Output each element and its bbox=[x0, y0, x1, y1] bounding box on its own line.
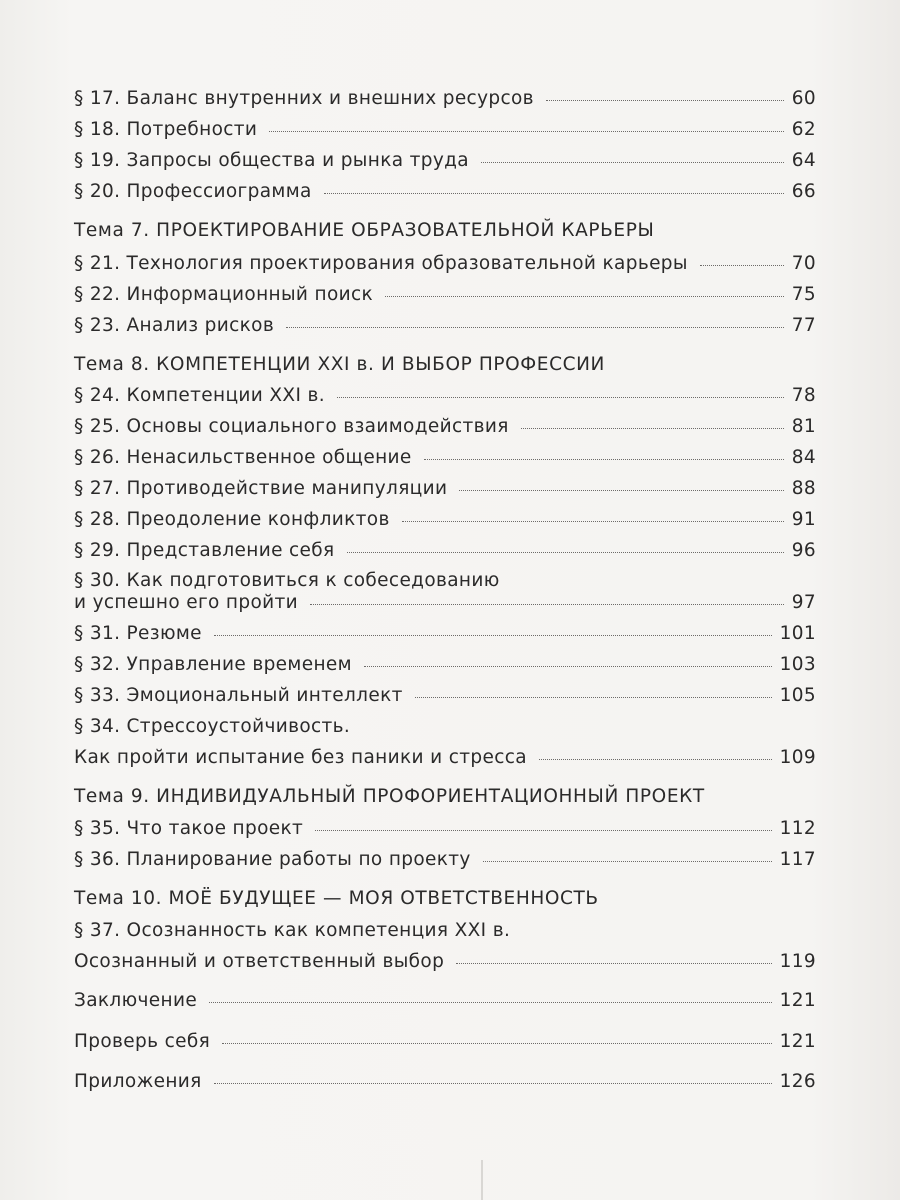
toc-page-number: 84 bbox=[791, 447, 816, 468]
toc-entry-title: § 20. Профессиограмма bbox=[74, 181, 312, 202]
toc-entry-title: Заключение bbox=[74, 990, 198, 1011]
dot-leader bbox=[214, 1083, 772, 1084]
toc-entry-32 bbox=[74, 654, 816, 676]
page-binding-mark bbox=[481, 1160, 483, 1200]
toc-entry-selfcheck bbox=[74, 1031, 816, 1053]
toc-page-number: 105 bbox=[779, 685, 816, 706]
toc-entry-title: § 23. Анализ рисков bbox=[74, 315, 275, 336]
toc-entry-25 bbox=[74, 416, 816, 438]
dot-leader bbox=[700, 265, 784, 266]
dot-leader bbox=[415, 697, 772, 698]
toc-page-number: 78 bbox=[791, 385, 816, 406]
dot-leader bbox=[310, 604, 784, 605]
toc-entry-title: § 24. Компетенции XXI в. bbox=[74, 385, 325, 406]
toc-entry-title: § 22. Информационный поиск bbox=[74, 284, 374, 305]
toc-page-number: 101 bbox=[779, 623, 816, 644]
topic-heading-7: Тема 7. ПРОЕКТИРОВАНИЕ ОБРАЗОВАТЕЛЬНОЙ КАРЬЕРЫ bbox=[74, 220, 655, 241]
toc-page-number: 60 bbox=[791, 88, 816, 109]
toc-page-number: 117 bbox=[779, 849, 816, 870]
toc-entry-17 bbox=[74, 88, 816, 110]
toc-page-number: 91 bbox=[791, 509, 816, 530]
dot-leader bbox=[269, 131, 783, 132]
toc-entry-20 bbox=[74, 181, 816, 203]
toc-entry-title: § 31. Резюме bbox=[74, 623, 202, 644]
toc-entry-34-line1: § 34. Стрессоустойчивость. bbox=[74, 716, 351, 737]
dot-leader bbox=[324, 193, 784, 194]
dot-leader bbox=[521, 428, 784, 429]
toc-page-number: 109 bbox=[779, 747, 816, 768]
dot-leader bbox=[315, 830, 771, 831]
toc-entry-title: Осознанный и ответственный выбор bbox=[74, 951, 445, 972]
toc-entry-title: Приложения bbox=[74, 1071, 202, 1092]
dot-leader bbox=[347, 552, 784, 553]
toc-entry-24 bbox=[74, 385, 816, 407]
toc-entry-title: Как пройти испытание без паники и стресса bbox=[74, 747, 527, 768]
toc-entry-title: и успешно его пройти bbox=[74, 592, 299, 613]
toc-page-number: 121 bbox=[779, 1031, 816, 1052]
toc-entry-36 bbox=[74, 849, 816, 871]
toc-entry-31 bbox=[74, 623, 816, 645]
toc-entry-title: § 19. Запросы общества и рынка труда bbox=[74, 150, 469, 171]
toc-entry-18 bbox=[74, 119, 816, 141]
toc-entry-33 bbox=[74, 685, 816, 707]
toc-entry-title: § 25. Основы социального взаимодействия bbox=[74, 416, 509, 437]
toc-entry-title: Проверь себя bbox=[74, 1031, 211, 1052]
toc-page-number: 62 bbox=[791, 119, 816, 140]
toc-entry-37 bbox=[74, 951, 816, 973]
toc-entry-35 bbox=[74, 818, 816, 840]
toc-entry-37-line1: § 37. Осознанность как компетенция XXI в. bbox=[74, 920, 511, 941]
toc-entry-title: § 21. Технология проектирования образовательной карьеры bbox=[74, 253, 688, 274]
toc-entry-title: § 29. Представление себя bbox=[74, 540, 335, 561]
dot-leader bbox=[546, 100, 784, 101]
toc-entry-26 bbox=[74, 447, 816, 469]
toc-page-number: 81 bbox=[791, 416, 816, 437]
toc-page-number: 97 bbox=[791, 592, 816, 613]
toc-entry-title: § 18. Потребности bbox=[74, 119, 258, 140]
toc-entry-title: § 27. Противодействие манипуляции bbox=[74, 478, 448, 499]
toc-entry-conclusion bbox=[74, 990, 816, 1012]
toc-page-number: 70 bbox=[791, 253, 816, 274]
toc-page-number: 64 bbox=[791, 150, 816, 171]
dot-leader bbox=[385, 296, 784, 297]
toc-entry-title: § 35. Что такое проект bbox=[74, 818, 304, 839]
toc-page-number: 96 bbox=[791, 540, 816, 561]
toc-entry-34 bbox=[74, 747, 816, 769]
dot-leader bbox=[402, 521, 784, 522]
dot-leader bbox=[337, 397, 784, 398]
toc-page-number: 119 bbox=[779, 951, 816, 972]
toc-page-number: 75 bbox=[791, 284, 816, 305]
toc-entry-title: § 26. Ненасильственное общение bbox=[74, 447, 412, 468]
toc-page-number: 103 bbox=[779, 654, 816, 675]
toc-entry-appendix bbox=[74, 1071, 816, 1093]
topic-heading-10: Тема 10. МОЁ БУДУЩЕЕ — МОЯ ОТВЕТСТВЕННОСТЬ bbox=[74, 888, 599, 909]
topic-heading-8: Тема 8. КОМПЕТЕНЦИИ XXI в. И ВЫБОР ПРОФЕССИИ bbox=[74, 354, 605, 375]
toc-entry-22 bbox=[74, 284, 816, 306]
toc-page-number: 88 bbox=[791, 478, 816, 499]
toc-page-number: 66 bbox=[791, 181, 816, 202]
toc-entry-19 bbox=[74, 150, 816, 172]
toc-page-number: 126 bbox=[779, 1071, 816, 1092]
toc-entry-29 bbox=[74, 540, 816, 562]
toc-page-number: 77 bbox=[791, 315, 816, 336]
dot-leader bbox=[459, 490, 783, 491]
toc-entry-30-line1: § 30. Как подготовиться к собеседованию bbox=[74, 570, 500, 591]
toc-entry-28 bbox=[74, 509, 816, 531]
toc-entry-title: § 28. Преодоление конфликтов bbox=[74, 509, 390, 530]
dot-leader bbox=[424, 459, 784, 460]
toc-entry-21 bbox=[74, 253, 816, 275]
toc-entry-title: § 17. Баланс внутренних и внешних ресурсов bbox=[74, 88, 534, 109]
topic-heading-9: Тема 9. ИНДИВИДУАЛЬНЫЙ ПРОФОРИЕНТАЦИОННЫЙ ПРОЕКТ bbox=[74, 786, 705, 807]
toc-entry-23 bbox=[74, 315, 816, 337]
dot-leader bbox=[481, 162, 784, 163]
toc-page-number: 112 bbox=[779, 818, 816, 839]
dot-leader bbox=[483, 861, 772, 862]
toc-entry-title: § 32. Управление временем bbox=[74, 654, 352, 675]
toc-entry-title: § 36. Планирование работы по проекту bbox=[74, 849, 471, 870]
dot-leader bbox=[539, 759, 772, 760]
dot-leader bbox=[286, 327, 784, 328]
dot-leader bbox=[222, 1043, 772, 1044]
dot-leader bbox=[364, 666, 772, 667]
toc-entry-27 bbox=[74, 478, 816, 500]
toc-entry-30 bbox=[74, 592, 816, 614]
toc-entry-title: § 33. Эмоциональный интеллект bbox=[74, 685, 403, 706]
toc-page-number: 121 bbox=[779, 990, 816, 1011]
dot-leader bbox=[456, 963, 771, 964]
dot-leader bbox=[209, 1002, 772, 1003]
dot-leader bbox=[214, 635, 772, 636]
